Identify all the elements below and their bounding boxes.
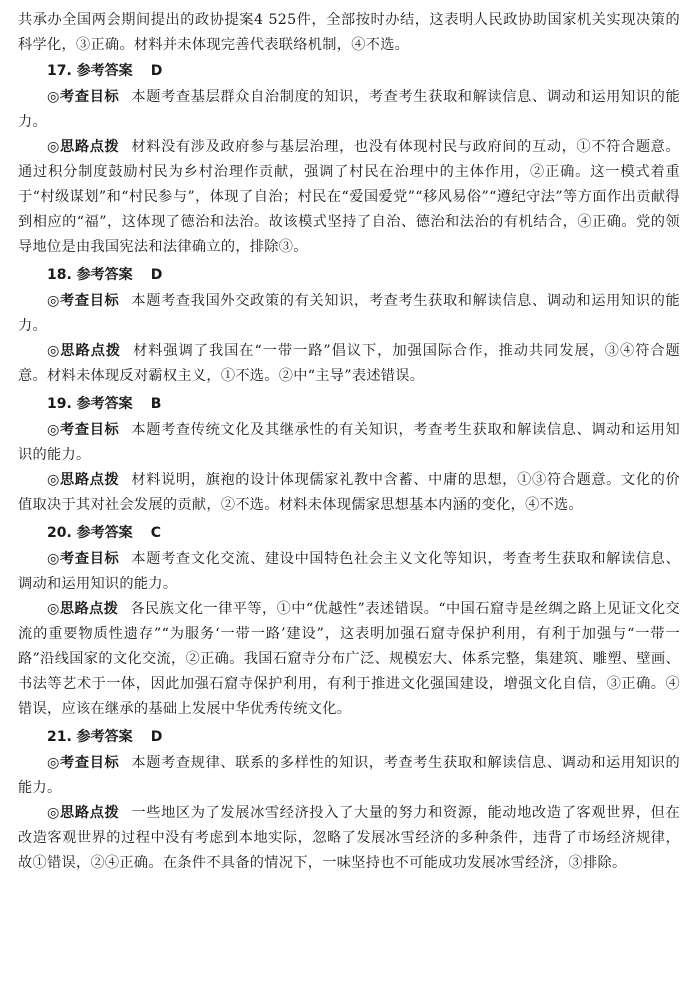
analysis-label: ◎思路点拨 xyxy=(47,805,120,821)
answer-value: C xyxy=(150,525,161,541)
analysis-paragraph xyxy=(18,801,680,876)
analysis-label: ◎思路点拨 xyxy=(47,343,122,359)
question-header xyxy=(18,724,680,751)
target-text: 本题考查规律、联系的多样性的知识，考查考生获取和解读信息、调动和运用知识的能力。 xyxy=(18,755,680,796)
analysis-text: 材料强调了我国在“一带一路”倡议下，加强国际合作，推动共同发展，③④符合题意。材料未体现反对霸权主义，①不选。②中“主导”表述错误。 xyxy=(18,343,680,384)
target-label: ◎考查目标 xyxy=(47,755,120,771)
question-20 xyxy=(18,520,680,722)
analysis-text: 一些地区为了发展冰雪经济投入了大量的努力和资源，能动地改造了客观世界，但在改造客观世界的过程中没有考虑到本地实际，忽略了发展冰雪经济的多种条件，违背了市场经济规律，故①错误，②④正确。在条件不具备的情况下，一味坚持也不可能成功发展冰雪经济，③排除。 xyxy=(18,805,680,871)
target-paragraph xyxy=(18,85,680,135)
target-label: ◎考查目标 xyxy=(47,551,120,567)
target-text: 本题考查我国外交政策的有关知识，考查考生获取和解读信息、调动和运用知识的能力。 xyxy=(18,293,680,334)
analysis-text: 材料没有涉及政府参与基层治理，也没有体现村民与政府间的互动，①不符合题意。通过积分制度鼓励村民为乡村治理作贡献，强调了村民在治理中的主体作用，②正确。这一模式着重于“村级谋划”和“村民参与”，体现了自治；村民在“爱国爱党”“移风易俗”“遵纪守法”等方面作出贡献得到相应的“福”，这体现了德治和法治。故该模式坚持了自治、德治和法治的有机结合，④正确。党的领导地位是由我国宪法和法律确立的，排除③。 xyxy=(18,139,680,255)
question-19 xyxy=(18,391,680,518)
question-18 xyxy=(18,262,680,389)
target-text: 本题考查基层群众自治制度的知识，考查考生获取和解读信息、调动和运用知识的能力。 xyxy=(18,89,680,130)
analysis-label: ◎思路点拨 xyxy=(47,601,119,617)
question-header xyxy=(18,262,680,289)
target-text: 本题考查传统文化及其继承性的有关知识，考查考生获取和解读信息、调动和运用知识的能力。 xyxy=(18,422,680,463)
question-17 xyxy=(18,58,680,260)
question-header xyxy=(18,58,680,85)
answer-value: D xyxy=(150,267,163,283)
target-paragraph xyxy=(18,289,680,339)
answer-label: 19. 参考答案 xyxy=(47,396,133,412)
answer-value: D xyxy=(150,729,163,745)
target-text: 本题考查文化交流、建设中国特色社会主义文化等知识，考查考生获取和解读信息、调动和运用知识的能力。 xyxy=(18,551,680,592)
analysis-paragraph xyxy=(18,339,680,389)
analysis-paragraph xyxy=(18,135,680,260)
analysis-paragraph xyxy=(18,468,680,518)
target-paragraph xyxy=(18,418,680,468)
answer-label: 17. 参考答案 xyxy=(47,63,133,79)
question-header xyxy=(18,391,680,418)
intro-paragraph: 共承办全国两会期间提出的政协提案4 525件，全部按时办结，这表明人民政协助国家机关实现决策的科学化，③正确。材料并未体现完善代表联络机制，④不选。 xyxy=(18,12,680,53)
question-21 xyxy=(18,724,680,876)
answer-document xyxy=(18,8,680,878)
answer-label: 18. 参考答案 xyxy=(47,267,133,283)
target-label: ◎考查目标 xyxy=(47,89,120,105)
target-paragraph xyxy=(18,751,680,801)
analysis-text: 各民族文化一律平等，①中“优越性”表述错误。“中国石窟寺是丝绸之路上见证文化交流的重要物质性遗存”“为服务‘一带一路’建设”，这表明加强石窟寺保护利用，有利于加强与“一带一路”沿线国家的文化交流，②正确。我国石窟寺分布广泛、规模宏大、体系完整，集建筑、雕塑、壁画、书法等艺术于一体，因此加强石窟寺保护利用，有利于推进文化强国建设，增强文化自信，③正确。④错误，应该在继承的基础上发展中华优秀传统文化。 xyxy=(18,601,680,717)
answer-label: 20. 参考答案 xyxy=(47,525,133,541)
analysis-label: ◎思路点拨 xyxy=(47,139,120,155)
question-header xyxy=(18,520,680,547)
target-paragraph xyxy=(18,547,680,597)
answer-value: B xyxy=(150,396,162,412)
analysis-text: 材料说明，旗袍的设计体现儒家礼教中含蓄、中庸的思想，①③符合题意。文化的价值取决于其对社会发展的贡献，②不选。材料未体现儒家思想基本内涵的变化，④不选。 xyxy=(18,472,680,513)
target-label: ◎考查目标 xyxy=(47,422,120,438)
answer-label: 21. 参考答案 xyxy=(47,729,133,745)
analysis-label: ◎思路点拨 xyxy=(47,472,120,488)
answer-value: D xyxy=(150,63,163,79)
target-label: ◎考查目标 xyxy=(47,293,120,309)
analysis-paragraph xyxy=(18,597,680,722)
